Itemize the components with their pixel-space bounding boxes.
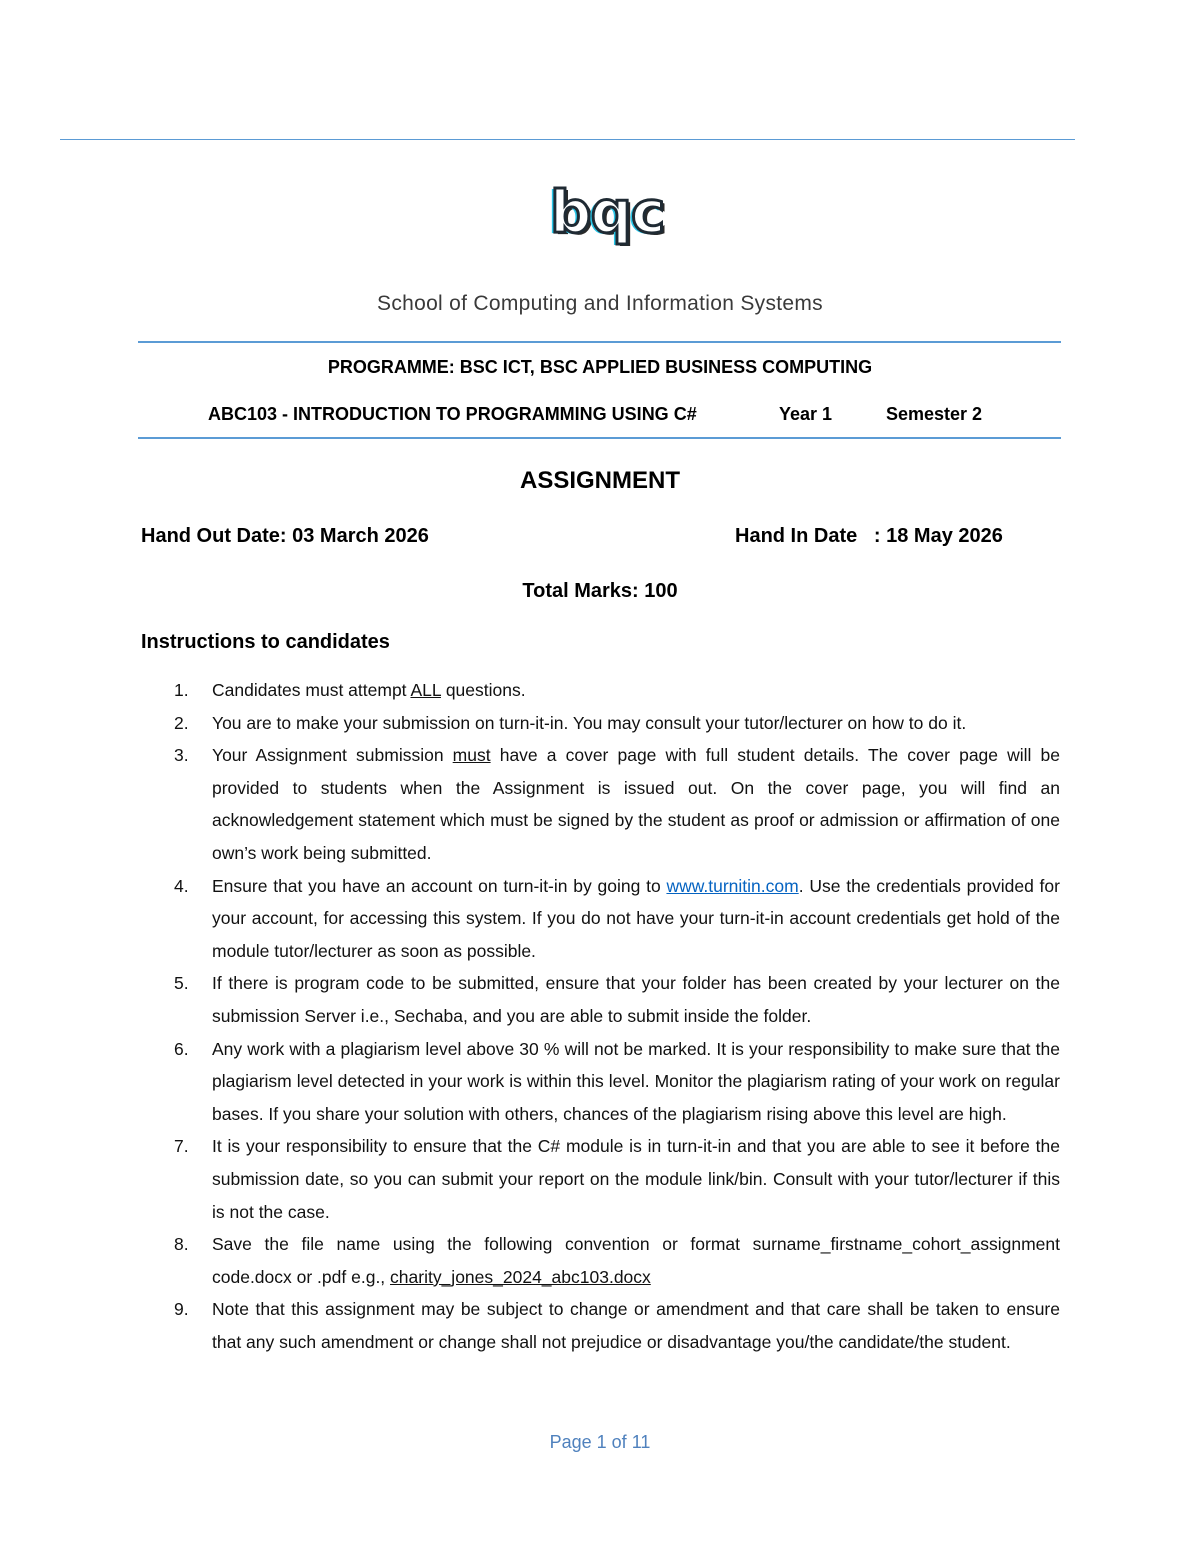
divider-top <box>138 341 1061 343</box>
item-number: 8. <box>174 1234 189 1255</box>
module-semester: Semester 2 <box>886 404 983 424</box>
module-title: ABC103 - INTRODUCTION TO PROGRAMMING USING C# <box>208 404 697 424</box>
module-year: Year 1 <box>779 404 833 424</box>
total-marks: Total Marks: 100 <box>522 580 678 602</box>
item-number: 9. <box>174 1299 189 1320</box>
turnitin-link[interactable]: www.turnitin.com <box>666 875 799 896</box>
list-item: 4. Ensure that you have an account on turn-it-in by going to www.turnitin.com. Use the credentials provided for your account, for accessing this system. If you do not have your turn-it-in account credentials get hold of the module tutor/lecturer as soon as possible. <box>174 870 1060 968</box>
list-item: 3. Your Assignment submission must have a cover page with full student details. The cover page will be provided to students when the Assignment is issued out. On the cover page, you will find an acknowledgement statement which must be signed by the student as proof or admission or affirmation of one own’s work being submitted. <box>174 739 1060 869</box>
instructions-list <box>174 674 1060 1358</box>
programme-title: PROGRAMME: BSC ICT, BSC APPLIED BUSINESS COMPUTING <box>327 357 873 377</box>
school-name: School of Computing and Information Systems <box>377 292 823 315</box>
item-number: 4. <box>174 875 189 896</box>
header-rule <box>60 139 1075 140</box>
item-number: 7. <box>174 1136 189 1157</box>
list-item: 9. Note that this assignment may be subject to change or amendment and that care shall be taken to ensure that any such amendment or change shall not prejudice or disadvantage you/the candidate/the student. <box>174 1293 1060 1358</box>
instructions-heading: Instructions to candidates <box>141 631 390 653</box>
list-item: 6. Any work with a plagiarism level above 30 % will not be marked. It is your responsibility to make sure that the plagiarism level detected in your work is within this level. Monitor the plagiarism rating of your work on regular bases. If you share your solution with others, chances of the plagiarism rising above this level are high. <box>174 1033 1060 1131</box>
bqc-logo <box>550 178 665 248</box>
item-number: 6. <box>174 1038 189 1059</box>
hand-in-date: Hand In Date : 18 May 2026 <box>735 525 1003 547</box>
item-number: 5. <box>174 973 189 994</box>
list-item: 7. It is your responsibility to ensure that the C# module is in turn-it-in and that you are able to see it before the submission date, so you can submit your report on the module link/bin. Consult with your tutor/lecturer if this is not the case. <box>174 1130 1060 1228</box>
example-filename: charity_jones_2024_abc103.docx <box>390 1266 651 1287</box>
list-item: 8. Save the file name using the following convention or format surname_firstname_cohort_assignment code.docx or .pdf e.g., charity_jones_2024_abc103.docx <box>174 1228 1060 1293</box>
divider-bottom <box>138 437 1061 439</box>
hand-out-date: Hand Out Date: 03 March 2026 <box>141 525 429 547</box>
item-number: 2. <box>174 712 189 733</box>
list-item: 2. You are to make your submission on turn-it-in. You may consult your tutor/lecturer on how to do it. <box>174 707 1060 740</box>
page-number: Page 1 of 11 <box>549 1432 651 1452</box>
emphasis-must: must <box>452 745 491 766</box>
item-number: 3. <box>174 745 189 766</box>
emphasis-all: ALL <box>410 680 441 700</box>
list-item: 5. If there is program code to be submitted, ensure that your folder has been created by your lecturer on the submission Server i.e., Sechaba, and you are able to submit inside the folder. <box>174 967 1060 1032</box>
page-title: ASSIGNMENT <box>519 467 680 494</box>
list-item: 1. Candidates must attempt ALL questions. <box>174 674 1060 707</box>
logo-text: bqc <box>550 178 665 246</box>
item-number: 1. <box>174 680 189 700</box>
